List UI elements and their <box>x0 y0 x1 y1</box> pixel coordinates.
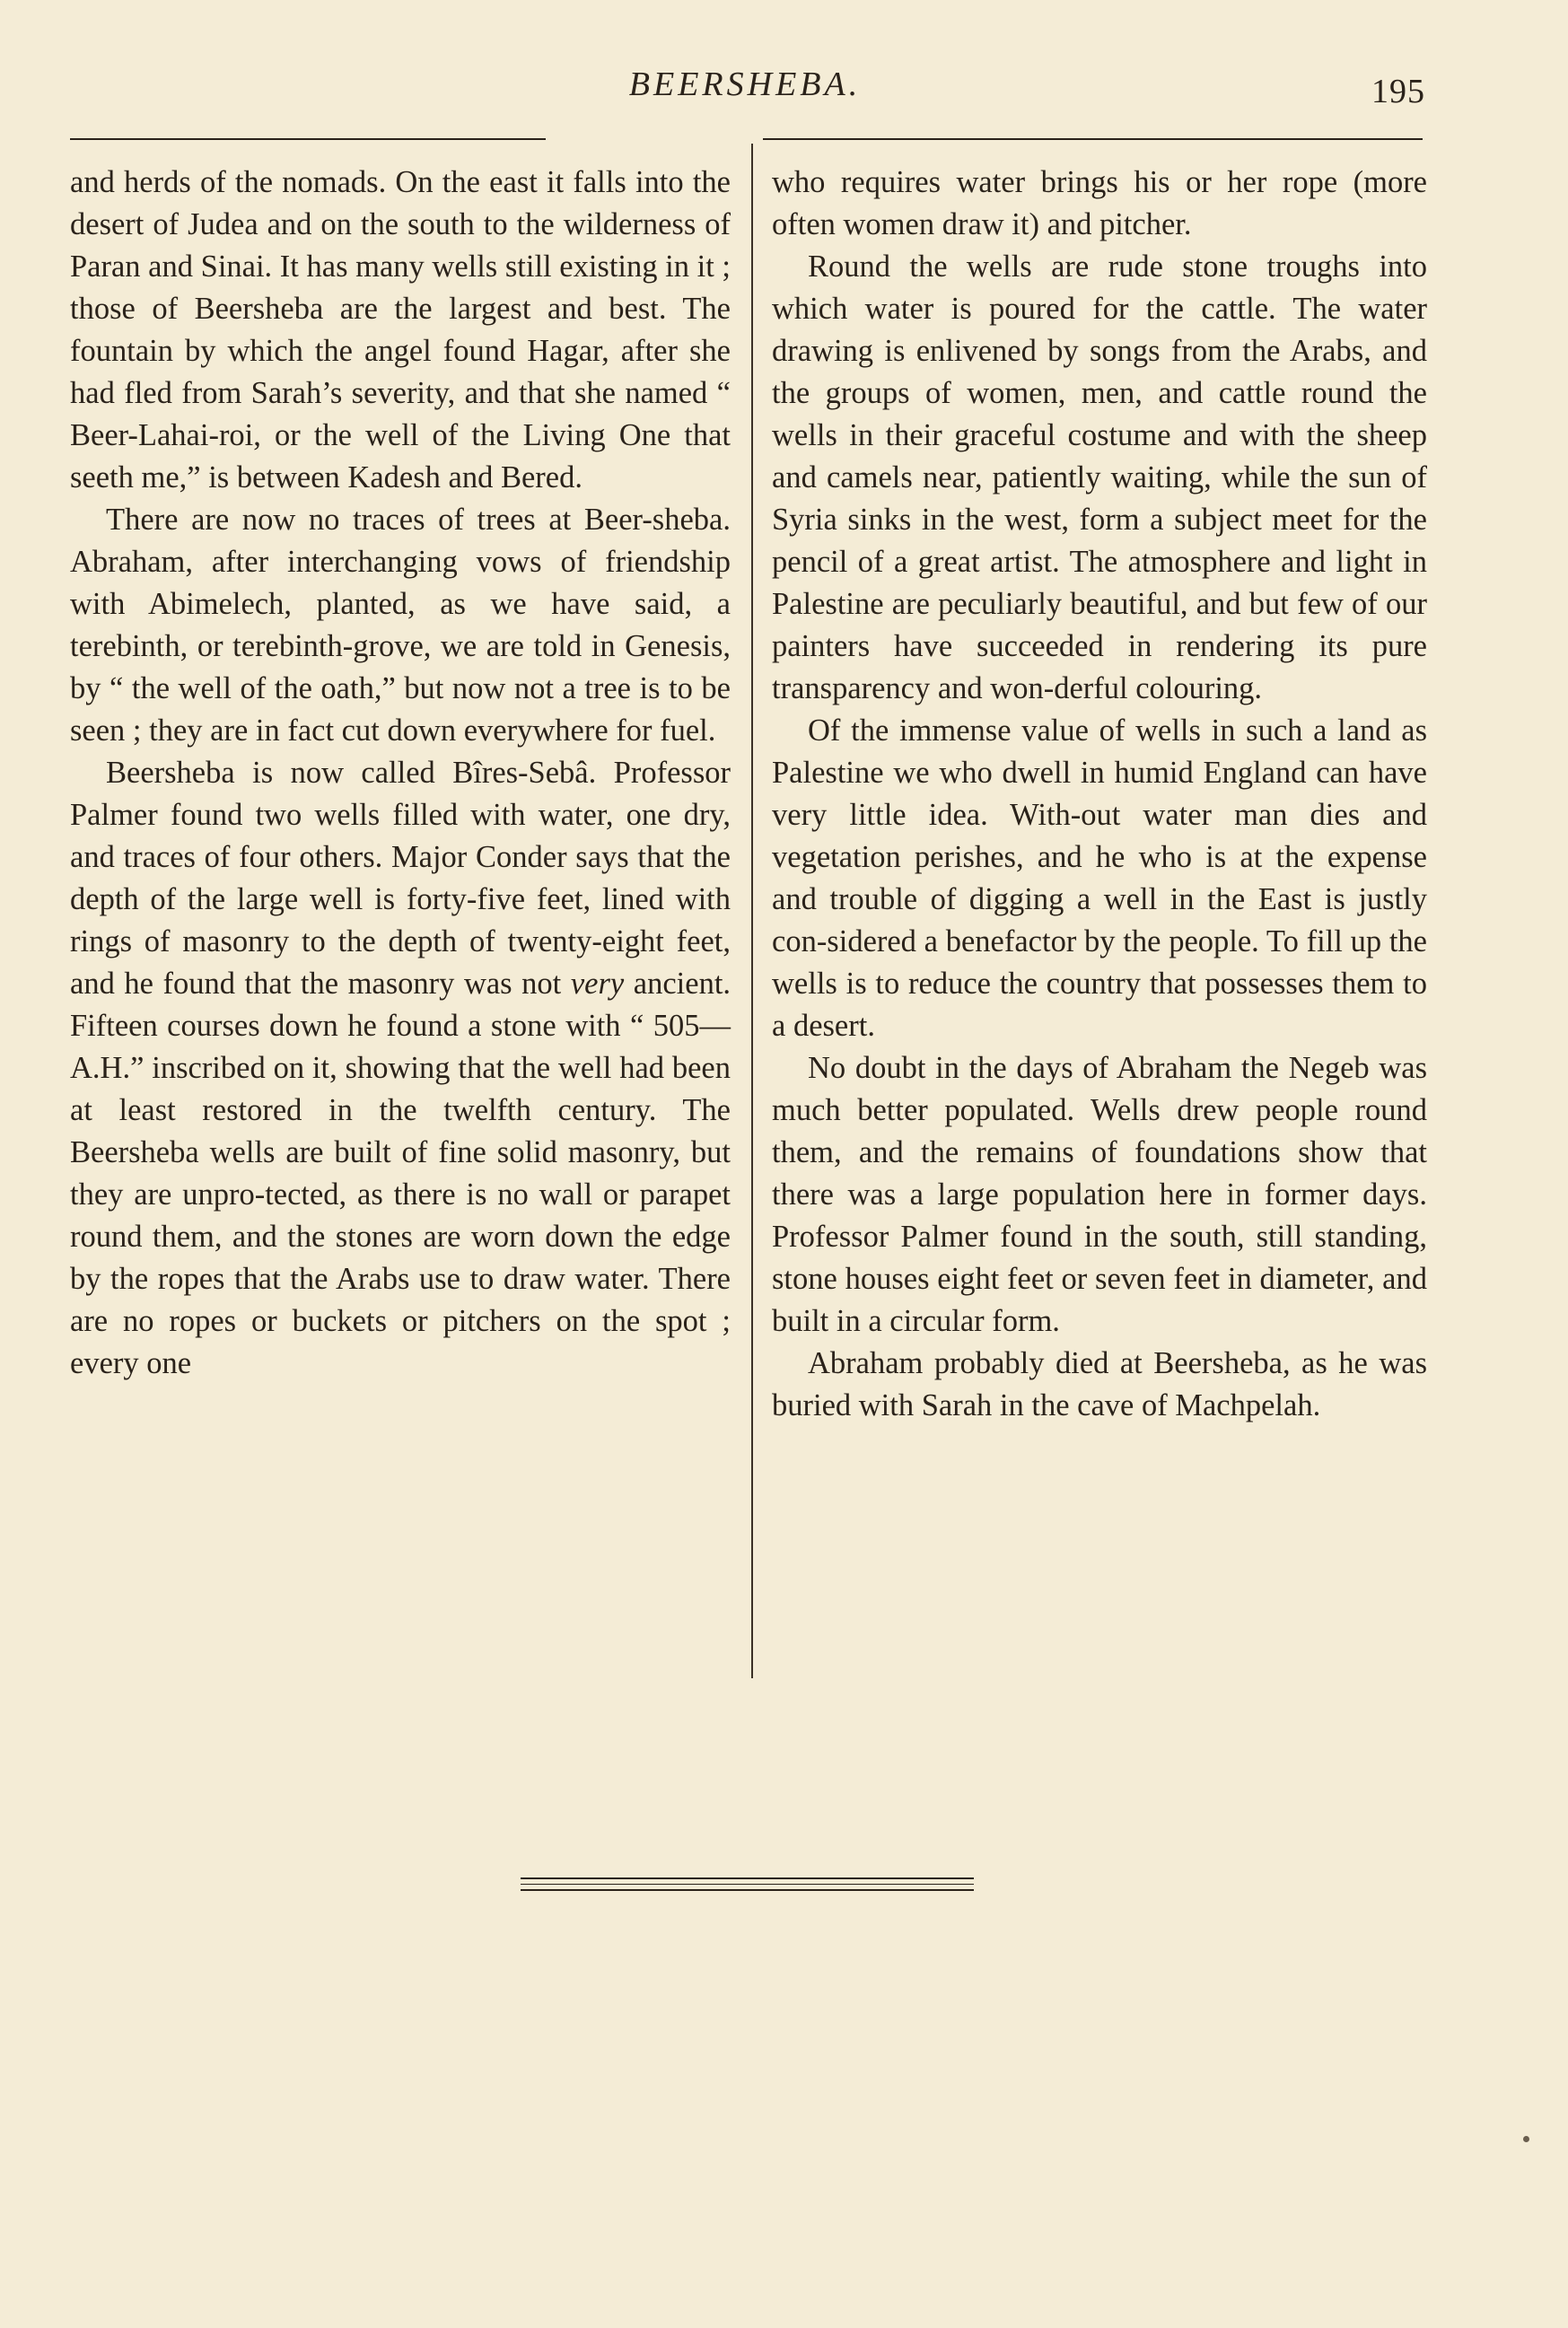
ornament-line-top <box>521 1877 974 1879</box>
left-paragraph-3-head: Beersheba is now called Bîres-Sebâ. Professor Palmer found two wells filled with water, one dry, and traces of four others. Major Conder says that the depth of the large well is forty-five feet, lined with rings of masonry to the depth of twenty-eight feet, and he found that the masonry was not <box>70 756 731 1001</box>
right-paragraph-2: Round the wells are rude stone troughs into which water is poured for the cattle. The water drawing is enlivened by songs from the Arabs, and the groups of women, men, and cattle round the wells in their graceful costume and with the sheep and camels near, patiently waiting, while the sun of Syria sinks in the west, form a subject meet for the pencil of a great artist. The atmosphere and light in Palestine are peculiarly beautiful, and but few of our painters have succeeded in rendering its pure transparency and won-derful colouring. <box>772 249 1427 705</box>
right-column <box>772 162 1427 1427</box>
right-paragraph-1: who requires water brings his or her rope (more often women draw it) and pitcher. <box>772 165 1427 241</box>
emphasis-very: very <box>570 967 625 1001</box>
ornament-line-middle <box>521 1884 974 1885</box>
header-rule-left <box>70 138 546 140</box>
right-paragraph-3: Of the immense value of wells in such a land as Palestine we who dwell in humid England can have very little idea. With-out water man dies and vegetation perishes, and he who is at the expense and trouble of digging a well in the East is justly con-sidered a benefactor by the people. To fill up the wells is to reduce the country that possesses them to a desert. <box>772 713 1427 1043</box>
paper-speck <box>1523 2136 1529 2142</box>
column-divider <box>751 144 753 1678</box>
left-paragraph-2: There are now no traces of trees at Beer-sheba. Abraham, after interchanging vows of friendship with Abimelech, planted, as we have said, a terebinth, or terebinth-grove, we are told in Genesis, by “ the well of the oath,” but now not a tree is to be seen ; they are in fact cut down everywhere for fuel. <box>70 503 731 748</box>
header-rule-right <box>763 138 1423 140</box>
end-ornament-rule <box>521 1877 974 1894</box>
running-head: BEERSHEBA. <box>628 66 862 103</box>
right-paragraph-5: Abraham probably died at Beersheba, as he was buried with Sarah in the cave of Machpelah. <box>772 1346 1427 1422</box>
left-paragraph-3-tail: ancient. Fifteen courses down he found a stone with “ 505—A.H.” inscribed on it, showing that the well had been at least restored in the twelfth century. The Beersheba wells are built of fine solid masonry, but they are unpro-tected, as there is no wall or parapet round them, and the stones are worn down the edge by the ropes that the Arabs use to draw water. There are no ropes or buckets or pitchers on the spot ; every one <box>70 967 731 1380</box>
ornament-line-bottom <box>521 1889 974 1891</box>
left-column <box>70 162 731 1385</box>
left-paragraph-3 <box>70 752 731 1385</box>
right-paragraph-4: No doubt in the days of Abraham the Negeb was much better populated. Wells drew people round them, and the remains of foundations show that there was a large population here in former days. Professor Palmer found in the south, still standing, stone houses eight feet or seven feet in diameter, and built in a circular form. <box>772 1051 1427 1338</box>
page-number: 195 <box>1371 73 1425 110</box>
left-paragraph-1: and herds of the nomads. On the east it falls into the desert of Judea and on the south to the wilderness of Paran and Sinai. It has many wells still existing in it ; those of Beersheba are the largest and best. The fountain by which the angel found Hagar, after she had fled from Sarah’s severity, and that she named “ Beer-Lahai-roi, or the well of the Living One that seeth me,” is between Kadesh and Bered. <box>70 165 731 494</box>
